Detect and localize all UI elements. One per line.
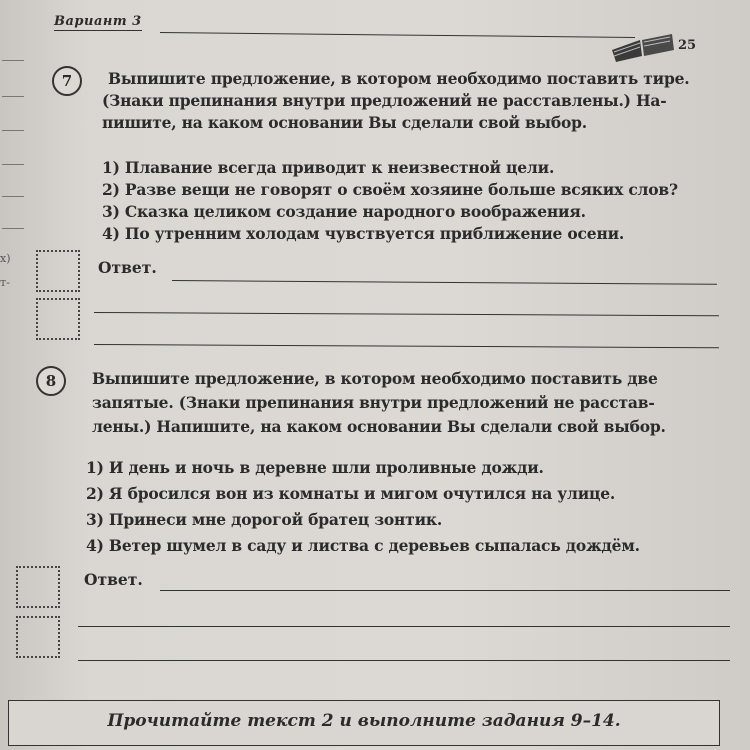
instruction-box xyxy=(8,700,720,746)
answer-score-box[interactable] xyxy=(36,298,80,340)
open-book-icon xyxy=(608,28,678,68)
page-header xyxy=(48,8,698,53)
task-number-badge: 7 xyxy=(52,66,82,96)
instruction-text: Прочитайте текст 2 и выполните задания 9–14. xyxy=(107,711,621,731)
answer-label: Ответ. xyxy=(98,258,157,277)
task-question-line: (Знаки препинания внутри предложений не расставлены.) На- xyxy=(102,91,667,110)
margin-line xyxy=(2,60,24,61)
margin-line xyxy=(2,130,24,131)
answer-score-box[interactable] xyxy=(16,566,60,608)
answer-score-box[interactable] xyxy=(16,616,60,658)
option-item: 2) Разве вещи не говорят о своём хозяине больше всяких слов? xyxy=(102,180,678,199)
margin-line xyxy=(2,228,24,229)
task-question-line: Выпишите предложение, в котором необходимо поставить две xyxy=(92,369,658,388)
task-question-line: запятые. (Знаки препинания внутри предложений не расстав- xyxy=(92,393,655,412)
option-item: 1) И день и ночь в деревне шли проливные дожди. xyxy=(86,458,544,477)
task-question-line: пишите, на каком основании Вы сделали свой выбор. xyxy=(102,113,587,132)
answer-line[interactable] xyxy=(78,626,730,627)
margin-line xyxy=(2,96,24,97)
margin-line xyxy=(2,164,24,165)
answer-label: Ответ. xyxy=(84,570,143,589)
page-number: 25 xyxy=(678,38,697,53)
option-item: 3) Принеси мне дорогой братец зонтик. xyxy=(86,510,443,529)
answer-line[interactable] xyxy=(94,344,719,348)
option-item: 2) Я бросился вон из комнаты и мигом очутился на улице. xyxy=(86,484,616,503)
option-item: 3) Сказка целиком создание народного воображения. xyxy=(102,202,586,221)
option-item: 1) Плавание всегда приводит к неизвестной цели. xyxy=(102,158,555,177)
task-question-line: Выпишите предложение, в котором необходимо поставить тире. xyxy=(108,69,690,88)
answer-line[interactable] xyxy=(78,660,730,661)
margin-line xyxy=(2,196,24,197)
margin-mark: х) xyxy=(0,252,11,265)
option-item: 4) По утренним холодам чувствуется приближение осени. xyxy=(102,224,625,243)
answer-score-box[interactable] xyxy=(36,250,80,292)
answer-line[interactable] xyxy=(160,590,730,591)
header-rule xyxy=(160,32,635,38)
answer-line[interactable] xyxy=(94,312,719,316)
variant-label: Вариант 3 xyxy=(54,14,142,29)
margin-mark: т- xyxy=(0,276,10,289)
task-question-line: лены.) Напишите, на каком основании Вы сделали свой выбор. xyxy=(92,417,666,436)
option-item: 4) Ветер шумел в саду и листва с деревьев сыпалась дождём. xyxy=(86,536,640,555)
task-number-badge: 8 xyxy=(36,366,66,396)
answer-line[interactable] xyxy=(172,280,717,285)
